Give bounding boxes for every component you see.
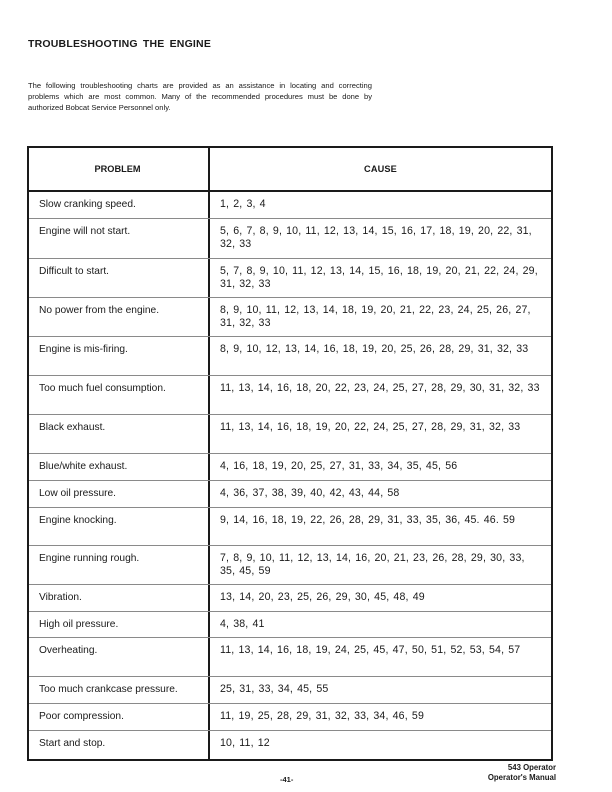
cause-cell: 8, 9, 10, 11, 12, 13, 14, 18, 19, 20, 21, 22, 23, 24, 25, 26, 27, 31, 32, 33	[220, 304, 531, 329]
cause-cell: 11, 13, 14, 16, 18, 19, 24, 25, 45, 47, 50, 51, 52, 53, 54, 57	[220, 644, 521, 656]
cause-cell: 4, 38, 41	[220, 618, 265, 630]
table-row	[29, 611, 551, 637]
footer-model: 543 Operator	[507, 763, 556, 772]
cause-cell: 7, 8, 9, 10, 11, 12, 13, 14, 16, 20, 21, 23, 26, 28, 29, 30, 33, 35, 45, 59	[220, 552, 525, 577]
footer-manual: Operator's Manual	[487, 773, 556, 782]
cause-cell: 8, 9, 10, 12, 13, 14, 16, 18, 19, 20, 25, 26, 28, 29, 31, 32, 33	[220, 343, 529, 355]
problem-cell: Blue/white exhaust.	[29, 454, 210, 480]
table-body	[29, 192, 551, 759]
cause-cell: 1, 2, 3, 4	[220, 198, 266, 210]
cause-cell: 11, 19, 25, 28, 29, 31, 32, 33, 34, 46, 59	[220, 710, 424, 722]
table-row	[29, 375, 551, 414]
table-row	[29, 676, 551, 703]
problem-cell: Start and stop.	[29, 731, 210, 759]
problem-cell: Engine knocking.	[29, 508, 210, 545]
cause-cell: 9, 14, 16, 18, 19, 22, 26, 28, 29, 31, 33, 35, 36, 45. 46. 59	[220, 514, 516, 526]
problem-cell: Too much fuel consumption.	[29, 376, 210, 414]
table-row	[29, 297, 551, 336]
intro-paragraph: The following troubleshooting charts are provided as an assistance in locating and correcting problems which are most common. Many of the recommended procedures must be done by authorized Bobcat Service Personnel only.	[28, 81, 372, 112]
problem-cell: No power from the engine.	[29, 298, 210, 336]
cause-cell: 4, 36, 37, 38, 39, 40, 42, 43, 44, 58	[220, 487, 400, 499]
table-row	[29, 258, 551, 297]
table-row	[29, 218, 551, 258]
problem-cell: Engine running rough.	[29, 546, 210, 584]
table-row	[29, 545, 551, 584]
problem-cell: Overheating.	[29, 638, 210, 676]
cause-cell: 25, 31, 33, 34, 45, 55	[220, 683, 329, 695]
problem-cell: Too much crankcase pressure.	[29, 677, 210, 703]
table-row	[29, 336, 551, 375]
cause-cell: 13, 14, 20, 23, 25, 26, 29, 30, 45, 48, 49	[220, 591, 425, 603]
problem-cell: High oil pressure.	[29, 612, 210, 637]
table-row	[29, 414, 551, 453]
table-row	[29, 480, 551, 507]
table-row	[29, 637, 551, 676]
cause-cell: 5, 7, 8, 9, 10, 11, 12, 13, 14, 15, 16, 18, 19, 20, 21, 22, 24, 29, 31, 32, 33	[220, 265, 538, 290]
table-row	[29, 584, 551, 611]
problem-cell: Poor compression.	[29, 704, 210, 730]
problem-cell: Slow cranking speed.	[29, 192, 210, 218]
troubleshooting-table	[27, 146, 553, 761]
problem-cell: Black exhaust.	[29, 415, 210, 453]
problem-cell: Engine will not start.	[29, 219, 210, 258]
header-problem: PROBLEM	[29, 148, 210, 190]
header-cause: CAUSE	[364, 163, 397, 174]
table-header	[29, 148, 551, 192]
table-row	[29, 453, 551, 480]
page-number: -41-	[280, 775, 294, 784]
cause-cell: 11, 13, 14, 16, 18, 20, 22, 23, 24, 25, 27, 28, 29, 30, 31, 32, 33	[220, 382, 540, 394]
table-row	[29, 730, 551, 759]
cause-cell: 11, 13, 14, 16, 18, 19, 20, 22, 24, 25, 27, 28, 29, 31, 32, 33	[220, 421, 521, 433]
cause-cell: 4, 16, 18, 19, 20, 25, 27, 31, 33, 34, 35, 45, 56	[220, 460, 458, 472]
cause-cell: 5, 6, 7, 8, 9, 10, 11, 12, 13, 14, 15, 16, 17, 18, 19, 20, 22, 31, 32, 33	[220, 225, 532, 250]
problem-cell: Engine is mis-firing.	[29, 337, 210, 375]
problem-cell: Low oil pressure.	[29, 481, 210, 507]
footer-manual-title	[488, 763, 556, 783]
problem-cell: Difficult to start.	[29, 259, 210, 297]
page-title: TROUBLESHOOTING THE ENGINE	[28, 38, 212, 50]
table-row	[29, 507, 551, 545]
table-row	[29, 703, 551, 730]
cause-cell: 10, 11, 12	[220, 737, 270, 749]
problem-cell: Vibration.	[29, 585, 210, 611]
table-row	[29, 192, 551, 218]
